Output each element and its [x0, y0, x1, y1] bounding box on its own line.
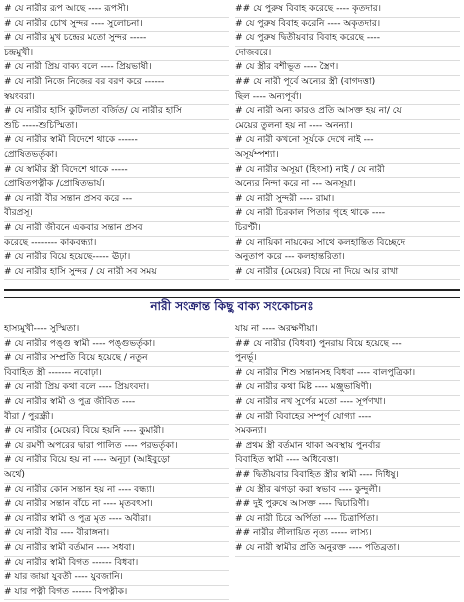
text-line: প্রোষিতপত্নীক /প্রোষিতভার্য।	[4, 178, 229, 193]
text-line: # যে নারী বীর ---- বীরাঙ্গনা।	[4, 527, 229, 542]
text-line: # যে স্বামীর স্ত্রী বিদেশে থাকে -----	[4, 164, 229, 179]
text-line: # যে নারী বীর সন্তান প্রসব করে ---	[4, 193, 229, 208]
text-line: # যে নারীর সন্তান বাঁচে না ---- মৃতবৎসা।	[4, 498, 229, 513]
text-line: # যে নারী কখনো সূর্যকে দেখে নাই ---	[235, 134, 460, 149]
section-one	[4, 3, 460, 280]
text-line: # যে নারী জীবনে একবার সন্তান প্রসব	[4, 222, 229, 237]
text-line: # প্রথম স্ত্রী বর্তমান থাকা অবস্থায় পুনর্বার	[235, 440, 460, 455]
text-line: প্রোষিতভর্তৃকা।	[4, 149, 229, 164]
text-line: ছিল ---- অন্যপূর্বা।	[235, 91, 460, 106]
text-line: # যে নারীর স্বামী বিদেশে থাকে ------	[4, 134, 229, 149]
text-line: অন্যের নিন্দা করে না --- অনসূয়া।	[235, 178, 460, 193]
text-line: # যে নারীর বিয়ে হয়েছে----- ঊঢ়া।	[4, 251, 229, 266]
text-line: # যে পুরুষ বিবাহ করেনি ---- অকৃতদার।	[235, 18, 460, 33]
text-line: # যে নারীর রূপ আছে ---- রূপসী।	[4, 3, 229, 18]
text-line: # যে নারীর অসূয়া (হিংসা) নাই / যে নারী	[235, 164, 460, 179]
text-line: # যে নারীর সম্প্রতি বিয়ে হয়েছে / নতুন	[4, 352, 229, 367]
text-line: # যে নারী চিরকাল পিতার গৃহে থাকে ----	[235, 207, 460, 222]
text-line: শুচি -----শুচিস্মিতা।	[4, 120, 229, 135]
text-line: ## যে নারীর (বিধবা) পুনরায় বিয়ে হয়েছে ---	[235, 338, 460, 353]
section-one-left-column	[4, 3, 229, 280]
text-line: # যে নারীর বিয়ে হয় না ---- অনূঢ়া (আইবুড়ো	[4, 454, 229, 469]
text-line: # যে নারীর পঙ্গু স্বামী ---- পঙ্গুভর্তৃকা।	[4, 338, 229, 353]
text-line: বিবাহিত স্ত্রী ------- নবোঢ়া।	[4, 367, 229, 382]
text-line: ## দুই পুরুষে আসক্ত ---- দ্বিচারিণী।	[235, 498, 460, 513]
section-one-right-column	[235, 3, 460, 280]
section-two	[4, 323, 460, 600]
text-line: দোজবরে।	[235, 47, 460, 62]
text-line: # যে নারী বিবাহের সম্পূর্ণ যোগ্যা ----	[235, 411, 460, 426]
text-line: অসূর্যম্পশ্যা।	[235, 149, 460, 164]
text-line: # যে নারী অন্য কারও প্রতি আসক্ত হয় না/ যে	[235, 105, 460, 120]
text-line: যায় না ---- অরক্ষণীয়া।	[235, 323, 460, 338]
text-line: পুনর্ভূ।	[235, 352, 460, 367]
text-line: # যে পুরুষ দ্বিতীয়বার বিবাহ করেছে ----	[235, 32, 460, 47]
text-line: # যে নারী প্রিয় বাক্য বলে ---- প্রিয়ভাষী।	[4, 61, 229, 76]
section-heading: নারী সংক্রান্ত কিছু বাক্য সংকোচনঃ	[150, 299, 314, 313]
text-line: # যার জায়া যুবতী ---- যুবজানি।	[4, 571, 229, 586]
text-line: ## যে পুরুষ বিবাহ করেছে ---- কৃতদার।	[235, 3, 460, 18]
text-line: বিবাহিত স্বামী ---- অধিবেত্তা।	[235, 454, 460, 469]
text-line: # যে নারীর স্বামী বর্তমান ---- সধবা।	[4, 542, 229, 557]
text-line: অনুতাপ করে --- কলহান্তরিতা।	[235, 251, 460, 266]
section-divider	[4, 289, 460, 298]
text-line: # যে নারীর স্বামী ও পুত্র মৃত ---- অবীরা।	[4, 513, 229, 528]
text-line: # যে নারীর স্বামী ও পুত্র জীবিত ----	[4, 396, 229, 411]
text-line: ## নারীর লীলায়িত নৃত্য ----- লাস্য।	[235, 527, 460, 542]
text-line: # যে নায়িকা নায়কের সাথে কলহান্তিত বিচ্ছেদে	[235, 237, 460, 252]
text-line: হাস্যমুখী---- সুস্মিতা।	[4, 323, 229, 338]
text-line: # যে নারী চিরে অর্পিতা ---- চিত্রার্পিতা।	[235, 513, 460, 528]
text-line: # যে নারী স্বামীর প্রতি অনুরক্ত ---- পতিব্রতা।	[235, 542, 460, 557]
text-line: ## যে নারী পূর্বে অন্যের স্ত্রী (বাগদত্তা)	[235, 76, 460, 91]
text-line: # যে রমণী অপরের দ্বারা পালিত ---- পরভর্তৃকা।	[4, 440, 229, 455]
text-line: # যে নারীর (মেয়ের) বিয়ে না দিয়ে আর রাখা	[235, 266, 460, 281]
text-line: # যে নারীর হাসি কুটিলতা বর্জিত/ যে নারীর হাসি	[4, 105, 229, 120]
text-line: # যে নারীর স্বামী বিগত ------ বিধবা।	[4, 557, 229, 572]
text-line: সমকন্যা।	[235, 425, 460, 440]
text-line: # যে নারী প্রিয় কথা বলে ---- প্রিয়ংবদা।	[4, 381, 229, 396]
section-two-left-column	[4, 323, 229, 600]
text-line: # যে স্ত্রীর ঝগড়া করা স্বভাব ---- কুন্দুলী।	[235, 484, 460, 499]
text-line: # যে নারী নিজে নিজের বর বরণ করে ------	[4, 76, 229, 91]
text-line: স্বয়ংবরা।	[4, 91, 229, 106]
text-line: বীরপ্রসূ।	[4, 207, 229, 222]
section-two-right-column	[235, 323, 460, 600]
text-line: মেয়ের তুলনা হয় না ---- অনন্যা।	[235, 120, 460, 135]
text-line: # যে স্ত্রীর বশীভূত ---- স্ত্রৈণ।	[235, 61, 460, 76]
text-line: চিরণ্টী।	[235, 222, 460, 237]
text-line: # যে নারীর হাসি সুন্দর / যে নারী সব সময়	[4, 266, 229, 281]
text-line: বীরা / পুরন্ধ্রী।	[4, 411, 229, 426]
text-line: # যার পত্নী বিগত ------ বিপত্নীক।	[4, 586, 229, 601]
text-line: # যে নারীর মুখ চন্দ্রের মতো সুন্দর -----	[4, 32, 229, 47]
text-line: # যে নারীর কথা মিষ্ট ---- মঞ্জুভাষিণী।	[235, 381, 460, 396]
text-line: করেছে -------- কাকবন্ধ্যা।	[4, 237, 229, 252]
text-line: # যে নারী সুন্দরী ---- রামা।	[235, 193, 460, 208]
text-line: ## দ্বিতীয়বার বিবাহিত স্ত্রীর স্বামী ---- দিধিষু।	[235, 469, 460, 484]
text-line: # যে নারীর (মেয়ের) বিয়ে হয়নি ---- কুমারী।	[4, 425, 229, 440]
text-line: অর্থে)	[4, 469, 229, 484]
text-line: # যে নারীর শিশু সন্তানসহ বিধবা ---- বালপুত্রিকা।	[235, 367, 460, 382]
text-line: চন্দ্রমুখী।	[4, 47, 229, 62]
text-line: # যে নারীর কোন সন্তান হয় না ---- বন্ধ্যা।	[4, 484, 229, 499]
text-line: # যে নারীর চোখ সুন্দর ---- সুলোচনা।	[4, 18, 229, 33]
text-line: # যে নারীর নখ সুর্পের মতো ---- সূর্পণখা।	[235, 396, 460, 411]
